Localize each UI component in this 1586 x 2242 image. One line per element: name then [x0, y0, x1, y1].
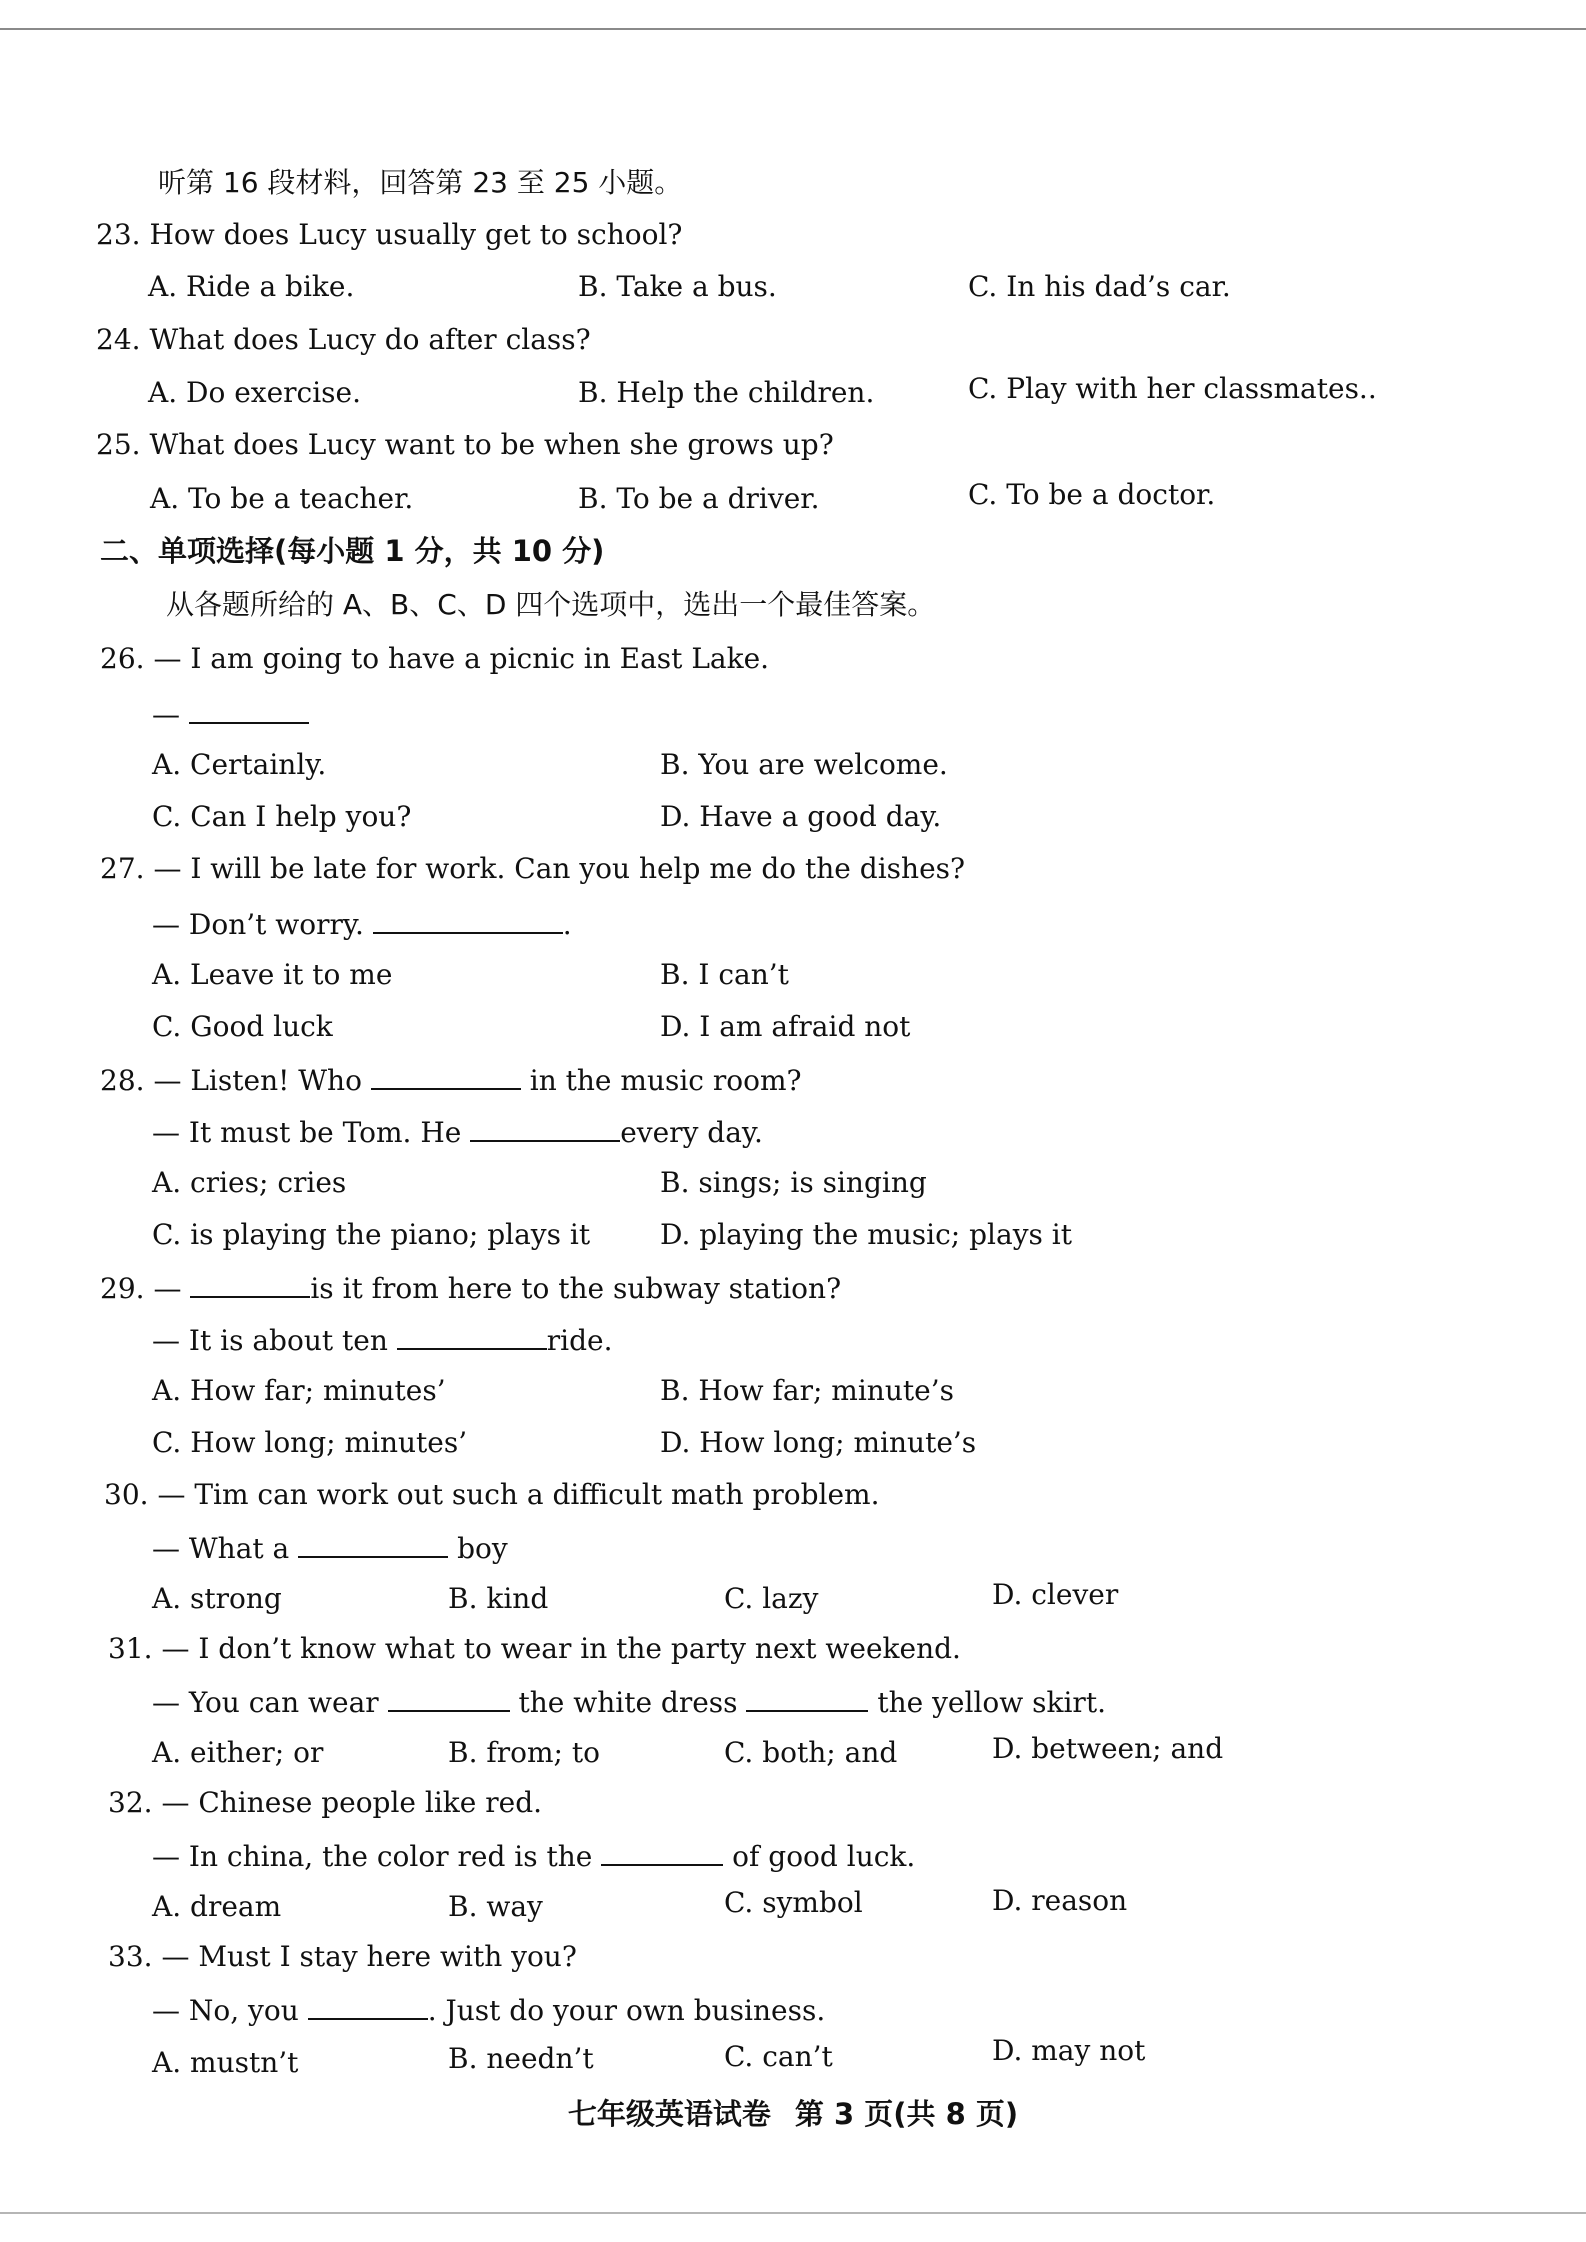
- question-33: [108, 1940, 577, 1974]
- option-c: C. Good luck: [152, 1010, 333, 1043]
- question-number: 33.: [108, 1940, 153, 1973]
- question-text: What does Lucy want to be when she grows up?: [149, 428, 834, 461]
- question-25: [96, 428, 834, 462]
- question-number: 32.: [108, 1786, 153, 1819]
- reply-text: — Don’t worry.: [152, 908, 364, 941]
- question-30-reply: [152, 1530, 508, 1566]
- question-27-reply: [152, 906, 572, 942]
- option-a: A. Certainly.: [152, 748, 327, 781]
- question-28-reply: [152, 1114, 763, 1150]
- question-prompt: — Chinese people like red.: [161, 1786, 543, 1819]
- section-title: 二、单项选择(每小题 1 分，共 10 分): [100, 534, 605, 568]
- answer-blank: [388, 1684, 510, 1712]
- option-a: A. cries; cries: [152, 1166, 347, 1199]
- option-d: D. may not: [992, 2034, 1146, 2067]
- question-33-reply: [152, 1992, 825, 2028]
- option-a: A. strong: [152, 1582, 282, 1615]
- option-c: C. lazy: [724, 1582, 819, 1615]
- question-number: 29.: [100, 1272, 145, 1305]
- option-d: D. I am afraid not: [660, 1010, 911, 1043]
- option-b: B. How far; minute’s: [660, 1374, 954, 1407]
- answer-blank: [373, 906, 563, 934]
- question-text: How does Lucy usually get to school?: [149, 218, 683, 251]
- question-number: 25.: [96, 428, 141, 461]
- answer-blank: [601, 1838, 723, 1866]
- reply-end: boy: [457, 1532, 508, 1565]
- reply-text: — What a: [152, 1532, 290, 1565]
- question-28: [100, 1062, 802, 1098]
- reply-end: every day.: [620, 1116, 763, 1149]
- option-b: B. sings; is singing: [660, 1166, 927, 1199]
- reply-text: — It is about ten: [152, 1324, 388, 1357]
- question-27: [100, 852, 965, 886]
- option-c: C. In his dad’s car.: [968, 270, 1231, 303]
- question-26: [100, 642, 769, 676]
- reply-end: of good luck.: [732, 1840, 916, 1873]
- page-footer: [0, 2092, 1586, 2133]
- option-b: B. Take a bus.: [578, 270, 777, 303]
- reply-end: .: [562, 908, 572, 941]
- option-d: D. How long; minute’s: [660, 1426, 977, 1459]
- option-a: A. either; or: [152, 1736, 324, 1769]
- answer-blank: [746, 1684, 868, 1712]
- option-c: C. symbol: [724, 1886, 863, 1919]
- option-b: B. from; to: [448, 1736, 600, 1769]
- option-c: C. can’t: [724, 2040, 833, 2073]
- question-number: 26.: [100, 642, 145, 675]
- option-b: B. To be a driver.: [578, 482, 820, 515]
- prompt-text: — Listen! Who: [153, 1064, 362, 1097]
- option-d: D. between; and: [992, 1732, 1224, 1765]
- prompt-end: is it from here to the subway station?: [310, 1272, 842, 1305]
- option-c: C. both; and: [724, 1736, 898, 1769]
- question-24: [96, 323, 591, 357]
- option-d: D. reason: [992, 1884, 1128, 1917]
- exam-title: 七年级英语试卷: [567, 2097, 771, 2131]
- bottom-border: [0, 2212, 1586, 2214]
- option-a: A. How far; minutes’: [152, 1374, 446, 1407]
- question-prompt: — Must I stay here with you?: [161, 1940, 577, 1973]
- prompt-end: in the music room?: [529, 1064, 802, 1097]
- question-29: [100, 1270, 841, 1306]
- option-d: D. clever: [992, 1578, 1119, 1611]
- question-26-reply: [152, 696, 309, 732]
- answer-blank: [190, 1270, 310, 1298]
- question-prompt: — I am going to have a picnic in East Lake.: [153, 642, 770, 675]
- question-number: 27.: [100, 852, 145, 885]
- reply-end: the yellow skirt.: [877, 1686, 1106, 1719]
- option-c: C. How long; minutes’: [152, 1426, 468, 1459]
- question-prompt: — I don’t know what to wear in the party next weekend.: [161, 1632, 961, 1665]
- reply-text: — No, you: [152, 1994, 299, 2027]
- answer-blank: [298, 1530, 448, 1558]
- question-31: [108, 1632, 961, 1666]
- option-a: A. Ride a bike.: [148, 270, 355, 303]
- answer-blank: [371, 1062, 521, 1090]
- option-a: A. dream: [152, 1890, 282, 1923]
- option-b: B. way: [448, 1890, 543, 1923]
- option-b: B. You are welcome.: [660, 748, 948, 781]
- question-prompt: — Tim can work out such a difficult math problem.: [157, 1478, 880, 1511]
- question-29-reply: [152, 1322, 613, 1358]
- listening-intro: 听第 16 段材料，回答第 23 至 25 小题。: [158, 166, 683, 199]
- dash: —: [152, 698, 180, 731]
- option-c: C. is playing the piano; plays it: [152, 1218, 591, 1251]
- option-b: B. I can’t: [660, 958, 789, 991]
- option-a: A. mustn’t: [152, 2046, 299, 2079]
- page-number: 第 3 页(共 8 页): [794, 2097, 1019, 2131]
- question-23: [96, 218, 682, 252]
- question-text: What does Lucy do after class?: [149, 323, 591, 356]
- option-c: C. Can I help you?: [152, 800, 412, 833]
- reply-middle: the white dress: [518, 1686, 738, 1719]
- answer-blank: [397, 1322, 547, 1350]
- top-border: [0, 28, 1586, 30]
- reply-end: . Just do your own business.: [427, 1994, 826, 2027]
- option-a: A. To be a teacher.: [150, 482, 414, 515]
- question-number: 31.: [108, 1632, 153, 1665]
- question-32-reply: [152, 1838, 915, 1874]
- question-number: 28.: [100, 1064, 145, 1097]
- answer-blank: [470, 1114, 620, 1142]
- question-number: 30.: [104, 1478, 149, 1511]
- question-30: [104, 1478, 880, 1512]
- option-b: B. kind: [448, 1582, 549, 1615]
- option-d: D. Have a good day.: [660, 800, 942, 833]
- question-number: 24.: [96, 323, 141, 356]
- reply-text: — You can wear: [152, 1686, 379, 1719]
- question-prompt: — I will be late for work. Can you help me do the dishes?: [153, 852, 966, 885]
- reply-end: ride.: [546, 1324, 613, 1357]
- dash: —: [153, 1272, 182, 1305]
- option-c: C. Play with her classmates..: [968, 372, 1377, 405]
- option-d: D. playing the music; plays it: [660, 1218, 1073, 1251]
- question-32: [108, 1786, 542, 1820]
- section-instruction: 从各题所给的 A、B、C、D 四个选项中，选出一个最佳答案。: [166, 588, 936, 621]
- reply-text: — In china, the color red is the: [152, 1840, 593, 1873]
- question-number: 23.: [96, 218, 141, 251]
- question-31-reply: [152, 1684, 1106, 1720]
- reply-text: — It must be Tom. He: [152, 1116, 462, 1149]
- answer-blank: [189, 696, 309, 724]
- option-a: A. Do exercise.: [148, 376, 362, 409]
- option-b: B. Help the children.: [578, 376, 875, 409]
- option-c: C. To be a doctor.: [968, 478, 1216, 511]
- option-a: A. Leave it to me: [152, 958, 393, 991]
- answer-blank: [308, 1992, 428, 2020]
- option-b: B. needn’t: [448, 2042, 594, 2075]
